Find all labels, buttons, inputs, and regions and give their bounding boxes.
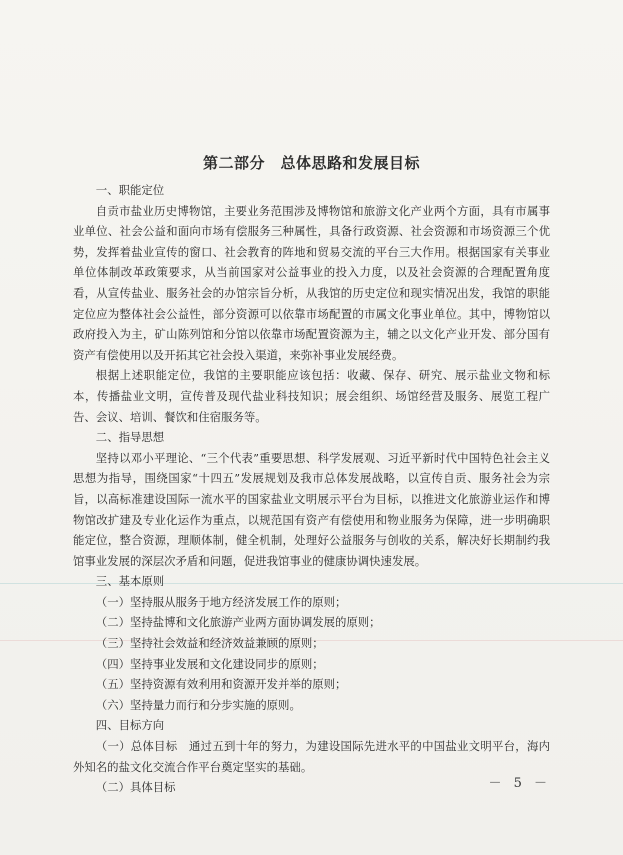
principle-item: （二）坚持盐博和文化旅游产业两方面协调发展的原则； bbox=[95, 615, 381, 630]
principle-item: （四）坚持事业发展和文化建设同步的原则； bbox=[95, 656, 324, 671]
subheading: （二）具体目标 bbox=[95, 780, 176, 795]
paragraph: （一）总体目标 通过五到十年的努力，为建设国际先进水平的中国盐业文明平台，海内外知名的盐文化交流合作平台奠定坚实的基础。 bbox=[73, 739, 550, 774]
document-body bbox=[73, 152, 550, 798]
section-heading: 一、职能定位 bbox=[95, 183, 165, 197]
page-number: － 5 － bbox=[488, 776, 551, 791]
page-title: 第二部分 总体思路和发展目标 bbox=[202, 154, 420, 172]
principle-item: （五）坚持资源有效利用和资源开发并举的原则； bbox=[95, 677, 347, 692]
paragraph: 自贡市盐业历史博物馆，主要业务范围涉及博物馆和旅游文化产业两个方面，具有市属事业单位、社会公益和面向市场有偿服务三种属性，具备行政资源、社会资源和市场资源三个优势，发挥着盐业宣传的窗口、社会教育的阵地和贸易交流的平台三大作用。根据国家有关事业单位体制改革政策要求，从当前国家对公益事业的投入力度，以及社会资源的合理配置角度看，从宣传盐业、服务社会的办馆宗旨分析，从我馆的历史定位和现实情况出发，我馆的职能定位应为整体社会公益性，部分资源可以依靠市场配置的市属文化事业单位。其中，博物馆以政府投入为主，矿山陈列馆和分馆以依靠市场配置资源为主，辅之以文化产业开发、部分国有资产有偿使用以及开拓其它社会投入渠道，来弥补事业发展经费。 bbox=[73, 203, 550, 362]
section-heading: 三、基本原则 bbox=[95, 574, 165, 589]
section-heading: 二、指导思想 bbox=[95, 430, 165, 445]
paragraph: 坚持以邓小平理论、“三个代表”重要思想、科学发展观、习近平新时代中国特色社会主义思想为指导，围绕国家“十四五”发展规划及我市总体发展战略，以宣传自贡、服务社会为宗旨，以高标准建设国际一流水平的国家盐业文明展示平台为目标，以推进文化旅游业运作和博物馆改扩建及专业化运作为重点，以规范国有资产有偿使用和物业服务为保障，进一步明确职能定位，整合资源，理顺体制，健全机制，处理好公益服务与创收的关系，解决好长期制约我馆事业发展的深层次矛盾和问题，促进我馆事业的健康协调快速发展。 bbox=[73, 450, 550, 568]
section-heading: 四、目标方向 bbox=[95, 718, 165, 733]
paragraph: 根据上述职能定位，我馆的主要职能应该包括：收藏、保存、研究、展示盐业文物和标本，传播盐业文明，宣传普及现代盐业科技知识；展会组织、场馆经营及服务、展览工程广告、会议、培训、餐饮和住宿服务等。 bbox=[73, 368, 550, 424]
principle-item: （三）坚持社会效益和经济效益兼顾的原则； bbox=[95, 636, 324, 651]
principle-item: （六）坚持量力而行和分步实施的原则。 bbox=[95, 697, 301, 712]
principle-item: （一）坚持服从服务于地方经济发展工作的原则； bbox=[95, 594, 347, 609]
